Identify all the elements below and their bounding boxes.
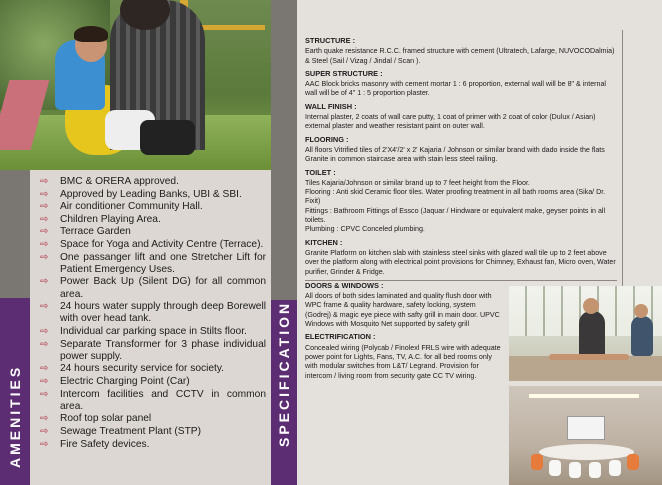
flooring-text: All floors Vitrified tiles of 2'X4'/2' x 2' Kajaria / Johnson or similar brand with dado inside the flats Granite in common staircase area with stain less steel railing.	[305, 145, 605, 164]
arrow-right-icon: ⇨	[40, 213, 49, 225]
arrow-right-icon: ⇨	[40, 425, 49, 437]
toilet-fittings-text: Fittings : Bathroom Fittings of Essco (Jaquar / Hindware or equivalent make, geyser points in all toilets.	[305, 206, 606, 225]
amenity-item	[40, 326, 266, 338]
amenity-label: Intercom facilities and CCTV in common area.	[60, 388, 266, 412]
structure-text: Earth quake resistance R.C.C. framed structure with cement (Ultratech, Lafarge, NUVOCODalmia) & Steel (Sail / Vizag / Jindal / Scan ).	[305, 47, 615, 65]
conference-hall-photo	[509, 386, 662, 485]
amenity-item	[40, 214, 266, 226]
super-structure-heading: SUPER STRUCTURE :	[305, 68, 383, 78]
arrow-right-icon: ⇨	[40, 251, 49, 263]
electrification-text: Concealed wiring (Polycab / Finolexl FRLS wire with adequate power point for Lights, Fans, TV, A.C. for all bed rooms only with modular switches from L&T/ Legrand. Provision for intercom / living room from security gate CC TV wiring.	[305, 343, 501, 380]
amenity-label: Separate Transformer for 3 phase individual power supply.	[60, 338, 266, 362]
amenity-label: Approved by Leading Banks, UBI & SBI.	[60, 188, 242, 200]
amenities-list	[40, 176, 266, 451]
arrow-right-icon: ⇨	[40, 438, 49, 450]
arrow-right-icon: ⇨	[40, 413, 49, 425]
amenity-label: 24 hours security service for society.	[60, 363, 225, 375]
amenity-item	[40, 176, 266, 188]
arrow-right-icon: ⇨	[40, 301, 49, 313]
amenity-label: Space for Yoga and Activity Centre (Terrace).	[60, 238, 264, 250]
specification-grey-strip	[271, 0, 297, 300]
amenity-label: One passanger lift and one Stretcher Lift for Patient Emergency Uses.	[60, 251, 266, 275]
arrow-right-icon: ⇨	[40, 201, 49, 213]
super-structure-text: AAC Block bricks masonry with cement mortar 1 : 6 proportion, external wall will be 8" & internal wall will be of 4" 1 : 5 proportion plaster.	[305, 80, 606, 98]
wall-finish-text: Internal plaster, 2 coats of wall care putty, 1 coat of primer with 2 coat of color (Dulux / Asian) external plaster and weather resistant paint on outer wall.	[305, 113, 596, 131]
amenity-item	[40, 301, 266, 325]
arrow-right-icon: ⇨	[40, 363, 49, 375]
arrow-right-icon: ⇨	[40, 325, 49, 337]
kitchen-heading: KITCHEN :	[305, 237, 343, 247]
arrow-right-icon: ⇨	[40, 238, 49, 250]
doors-windows-heading: DOORS & WINDOWS :	[305, 280, 384, 290]
arrow-right-icon: ⇨	[40, 338, 49, 350]
arrow-right-icon: ⇨	[40, 188, 49, 200]
amenity-item	[40, 189, 266, 201]
specification-label: SPECIFICATION	[276, 300, 292, 447]
amenities-label: AMENITIES	[7, 364, 23, 468]
doors-windows-text: All doors of both sides laminated and quality flush door with WPC frame & quality hardware, safety locking, system (Godrej) & magic eye piece with safty grill in main door. UPVC Windows with Mosquito Net supported by safety grill	[305, 292, 500, 329]
arrow-right-icon: ⇨	[40, 375, 49, 387]
amenity-label: Power Back Up (Silent DG) for all common area.	[60, 276, 266, 300]
structure-heading: STRUCTURE :	[305, 36, 356, 45]
amenity-item	[40, 276, 266, 300]
amenity-label: Children Playing Area.	[60, 213, 161, 225]
amenity-item	[40, 389, 266, 413]
amenity-label: Fire Safety devices.	[60, 438, 150, 450]
arrow-right-icon: ⇨	[40, 388, 49, 400]
arrow-right-icon: ⇨	[40, 276, 49, 288]
arrow-right-icon: ⇨	[40, 176, 49, 187]
amenity-label: Roof top solar panel	[60, 413, 152, 425]
toilet-plumbing-text: Plumbing : CPVC Conceled plumbing.	[305, 225, 425, 234]
wall-finish-heading: WALL FINISH :	[305, 101, 357, 111]
amenity-item	[40, 426, 266, 438]
arrow-right-icon: ⇨	[40, 226, 49, 238]
toilet-heading: TOILET :	[305, 167, 336, 177]
amenity-label: Sewage Treatment Plant (STP)	[60, 425, 201, 437]
amenity-label: Air conditioner Community Hall.	[60, 201, 203, 213]
amenity-label: 24 hours water supply through deep Borewell with over head tank.	[60, 301, 266, 325]
amenity-item	[40, 226, 266, 238]
flooring-heading: FLOORING :	[305, 134, 349, 144]
amenity-item	[40, 201, 266, 213]
kids-playground-photo	[0, 0, 297, 170]
amenity-label: Electric Charging Point (Car)	[60, 375, 190, 387]
kitchen-text: Granite Platform on kitchen slab with stainless steel sinks with glazed wall tile up to 2 feet above over the platform along with electrical point provisions for Chimney, Exhaust fan, Micro oven, Water purifier, Grinder & Fridge.	[305, 248, 616, 276]
amenity-item	[40, 376, 266, 388]
amenity-item	[40, 239, 266, 251]
amenity-item	[40, 413, 266, 425]
amenity-item	[40, 363, 266, 375]
amenity-label: BMC & ORERA approved.	[60, 176, 179, 187]
amenity-item	[40, 339, 266, 363]
amenity-item	[40, 252, 266, 276]
toilet-tiles-text: Tiles Kajaria/Johnson or similar brand up to 7 feet height from the Floor.	[305, 178, 530, 187]
amenities-grey-strip	[0, 170, 30, 298]
yoga-class-photo	[509, 286, 662, 381]
toilet-flooring-text: Flooring : Anti skid Ceramic floor tiles. Water proofing treatment in all bath rooms area (Sika/ Dr. Fixit)	[305, 188, 606, 206]
amenities-panel	[0, 0, 297, 485]
electrification-heading: ELECTRIFICATION :	[305, 332, 376, 342]
amenity-item	[40, 439, 266, 451]
amenity-label: Individual car parking space in Stilts floor.	[60, 325, 247, 337]
amenity-label: Terrace Garden	[60, 226, 131, 238]
